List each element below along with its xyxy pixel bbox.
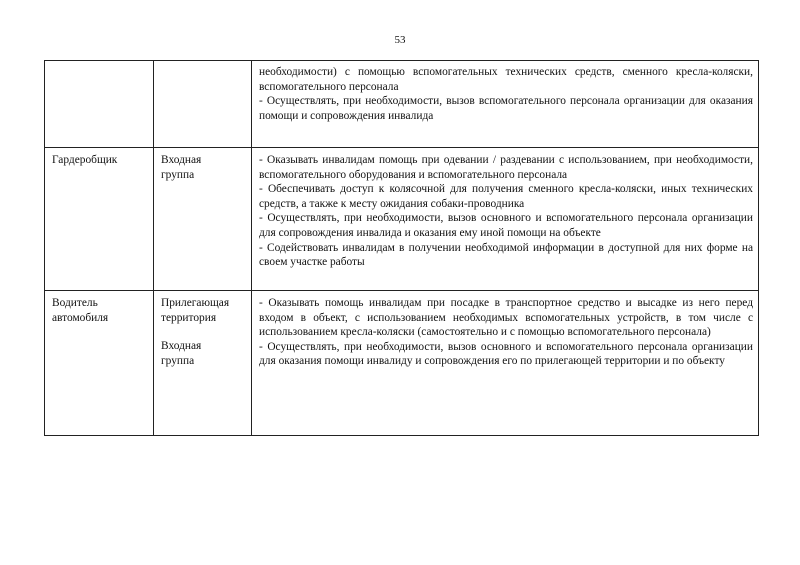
zone-text: Прилегающая [161,297,230,309]
role-cell [45,291,154,436]
zone-text: Входная [161,154,202,166]
zone-cell [154,291,252,436]
role-text: Гардеробщик [52,154,118,166]
duty-item: - Осуществлять, при необходимости, вызов основного и вспомогательного персонала организации для оказания помощи инвалиду и сопровождения его по прилегающей территории и по объекту [259,340,753,368]
duties-table [44,60,759,436]
duties-cell [252,148,759,291]
role-cell [45,148,154,291]
zone-cell [154,148,252,291]
role-text: Водитель [52,297,98,309]
table-row [45,291,759,436]
zone-text: группа [161,168,195,181]
duty-item: необходимости) с помощью вспомогательных технических средств, сменного кресла-коляски, вспомогательного персонала [259,66,753,93]
role-text: автомобиля [52,311,109,324]
duty-item: - Осуществлять, при необходимости, вызов вспомогательного персонала организации для оказания помощи и сопровождения инвалида [259,95,753,122]
zone-text: группа [161,354,195,367]
role-cell [45,61,154,148]
duties-cell [252,291,759,436]
table-row [45,61,759,148]
duty-item: - Обеспечивать доступ к колясочной для получения сменного кресла-коляски, иных технических средств, а также к месту ожидания собаки-проводника [259,183,753,210]
table-row [45,148,759,291]
duty-item: - Оказывать помощь инвалидам при посадке в транспортное средство и высадке из него перед входом в объект, с использованием необходимых вспомогательных устройств, в том числе с использованием кресла-коляски (самостоятельно и с помощью вспомогательного персонала) [259,297,753,339]
zone-text: территория [161,311,217,324]
zone-cell [154,61,252,148]
page-number: 53 [394,34,406,46]
zone-text: Входная [161,340,202,353]
duty-item: - Оказывать инвалидам помощь при одевании / раздевании с использованием, при необходимости, вспомогательного оборудования и вспомогательного персонала [259,154,753,181]
duty-item: - Осуществлять, при необходимости, вызов основного и вспомогательного персонала организации для сопровождения инвалида и оказания ему иной помощи на объекте [259,212,753,239]
duties-cell [252,61,759,148]
zone-spacer [161,325,246,339]
duty-item: - Содействовать инвалидам в получении необходимой информации в доступной для них форме на своем участке работы [259,241,753,269]
